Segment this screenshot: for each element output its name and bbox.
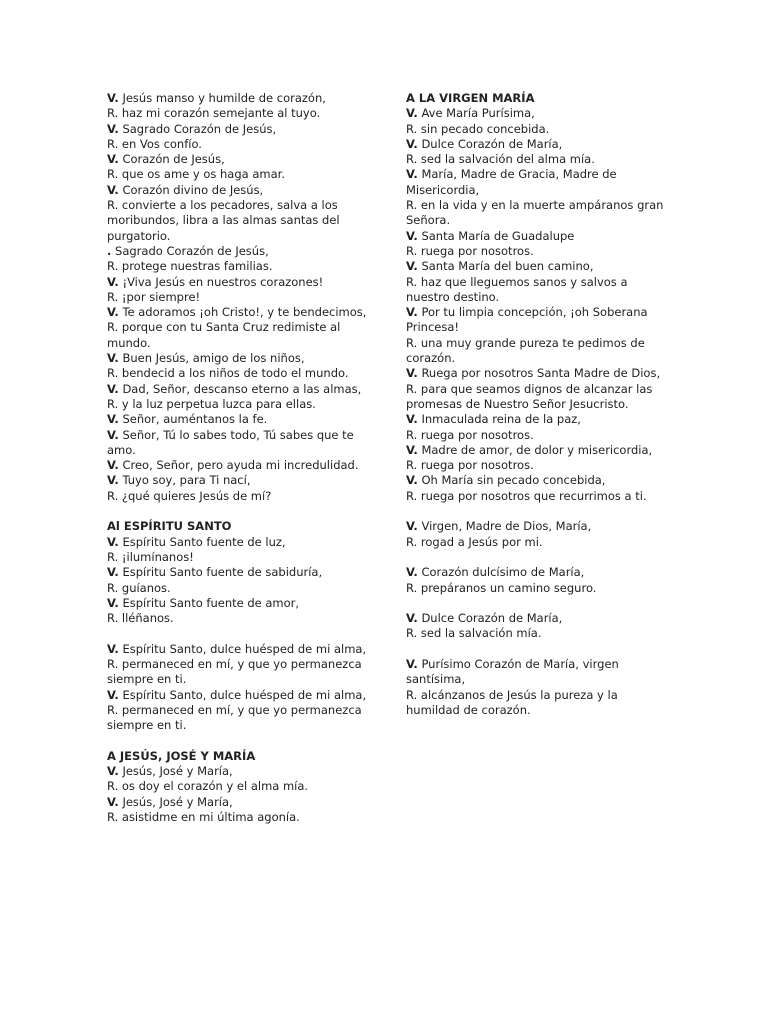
versicle-marker: V. bbox=[406, 167, 418, 182]
versicle-line bbox=[107, 565, 369, 580]
response-line bbox=[406, 336, 668, 367]
line-text: Corazón de Jesús, bbox=[118, 152, 225, 167]
line-text: Sagrado Corazón de Jesús, bbox=[118, 121, 277, 136]
line-text: Jesús, José y María, bbox=[118, 764, 233, 779]
response-line bbox=[107, 550, 369, 565]
line-text: R. rogad a Jesús por mi. bbox=[406, 534, 543, 549]
line-text: Creo, Señor, pero ayuda mi incredulidad. bbox=[118, 458, 359, 473]
response-line bbox=[406, 581, 668, 596]
line-text: R. ruega por nosotros. bbox=[406, 427, 534, 442]
line-text: R. convierte a los pecadores, salva a los moribundos, libra a las almas santas del purgatorio. bbox=[107, 198, 340, 243]
response-line bbox=[107, 397, 369, 412]
versicle-line bbox=[107, 183, 369, 198]
versicle-marker: V. bbox=[406, 259, 418, 274]
line-text: Madre de amor, de dolor y misericordia, bbox=[417, 442, 653, 457]
paragraph-gap bbox=[107, 626, 369, 641]
response-line bbox=[406, 428, 668, 443]
versicle-marker: V. bbox=[406, 473, 418, 488]
line-text: R. y la luz perpetua luzca para ellas. bbox=[107, 396, 316, 411]
line-text: Santa María del buen camino, bbox=[417, 259, 594, 274]
versicle-line bbox=[107, 122, 369, 137]
versicle-line bbox=[107, 535, 369, 550]
line-text: R. alcánzanos de Jesús la pureza y la humildad de corazón. bbox=[406, 687, 618, 717]
response-line bbox=[107, 581, 369, 596]
versicle-marker: V. bbox=[406, 412, 418, 427]
versicle-marker: V. bbox=[406, 228, 418, 243]
response-line bbox=[406, 152, 668, 167]
line-text: Por tu limpia concepción, ¡oh Soberana Princesa! bbox=[406, 305, 648, 335]
versicle-marker: V. bbox=[406, 106, 418, 121]
line-text: Santa María de Guadalupe bbox=[417, 228, 575, 243]
response-line bbox=[107, 320, 369, 351]
response-line bbox=[107, 198, 369, 244]
response-line bbox=[107, 810, 369, 825]
response-line bbox=[107, 290, 369, 305]
line-text: R. en Vos confío. bbox=[107, 136, 202, 151]
versicle-marker: V. bbox=[107, 381, 119, 396]
response-line bbox=[406, 122, 668, 137]
line-text: R. prepáranos un camino seguro. bbox=[406, 580, 597, 595]
section-heading: Al ESPÍRITU SANTO bbox=[107, 519, 232, 534]
response-line bbox=[406, 535, 668, 550]
line-text: Espíritu Santo, dulce huésped de mi alma, bbox=[118, 687, 367, 702]
versicle-marker: V. bbox=[107, 641, 119, 656]
versicle-marker: . bbox=[107, 243, 112, 258]
line-text: Espíritu Santo fuente de sabiduría, bbox=[118, 565, 323, 580]
versicle-line bbox=[107, 764, 369, 779]
line-text: R. ruega por nosotros. bbox=[406, 458, 534, 473]
response-line bbox=[406, 688, 668, 719]
line-text: Señor, auméntanos la fe. bbox=[118, 412, 268, 427]
versicle-marker: V. bbox=[107, 412, 119, 427]
response-line bbox=[107, 366, 369, 381]
line-text: R. permaneced en mí, y que yo permanezca siempre en ti. bbox=[107, 656, 362, 687]
versicle-line bbox=[107, 642, 369, 657]
line-text: R. ¡ilumínanos! bbox=[107, 549, 194, 564]
response-line bbox=[107, 779, 369, 794]
versicle-marker: V. bbox=[107, 764, 119, 779]
line-text: R. haz mi corazón semejante al tuyo. bbox=[107, 106, 321, 121]
line-text: Dad, Señor, descanso eterno a las almas, bbox=[118, 381, 362, 396]
versicle-marker: V. bbox=[107, 351, 119, 366]
line-text: Purísimo Corazón de María, virgen santísima, bbox=[406, 656, 619, 687]
line-text: Ruega por nosotros Santa Madre de Dios, bbox=[417, 366, 661, 381]
versicle-marker: V. bbox=[107, 274, 119, 289]
response-line bbox=[107, 167, 369, 182]
line-text: Ave María Purísima, bbox=[417, 106, 535, 121]
line-text: R. sed la salvación del alma mía. bbox=[406, 152, 595, 167]
line-text: María, Madre de Gracia, Madre de Misericordia, bbox=[406, 167, 617, 197]
versicle-line bbox=[107, 91, 369, 106]
versicle-line bbox=[406, 519, 668, 534]
line-text: Dulce Corazón de María, bbox=[417, 136, 563, 151]
versicle-marker: V. bbox=[107, 687, 119, 702]
versicle-line bbox=[107, 351, 369, 366]
versicle-marker: V. bbox=[406, 656, 418, 671]
paragraph-gap bbox=[406, 642, 668, 657]
versicle-line bbox=[406, 259, 668, 274]
line-text: Dulce Corazón de María, bbox=[417, 611, 563, 626]
versicle-marker: V. bbox=[406, 519, 418, 534]
versicle-line bbox=[406, 657, 668, 688]
response-line bbox=[406, 244, 668, 259]
versicle-line bbox=[107, 688, 369, 703]
versicle-line bbox=[406, 565, 668, 580]
versicle-marker: V. bbox=[406, 305, 418, 320]
versicle-line bbox=[107, 275, 369, 290]
line-text: Jesús manso y humilde de corazón, bbox=[118, 91, 326, 105]
versicle-marker: V. bbox=[107, 565, 119, 580]
versicle-marker: V. bbox=[406, 366, 418, 381]
response-line bbox=[406, 275, 668, 306]
versicle-line bbox=[107, 596, 369, 611]
line-text: Corazón divino de Jesús, bbox=[118, 182, 264, 197]
paragraph-gap bbox=[406, 596, 668, 611]
line-text: R. sin pecado concebida. bbox=[406, 121, 550, 136]
versicle-marker: V. bbox=[406, 565, 418, 580]
response-line bbox=[107, 703, 369, 734]
response-line bbox=[406, 382, 668, 413]
line-text: Oh María sin pecado concebida, bbox=[417, 473, 606, 488]
response-line bbox=[107, 611, 369, 626]
versicle-line bbox=[107, 382, 369, 397]
line-text: R. que os ame y os haga amar. bbox=[107, 167, 285, 182]
line-text: R. ruega por nosotros. bbox=[406, 243, 534, 258]
versicle-line bbox=[406, 366, 668, 381]
versicle-marker: V. bbox=[107, 152, 119, 167]
line-text: Te adoramos ¡oh Cristo!, y te bendecimos, bbox=[118, 305, 367, 320]
line-text: R. asistidme en mi última agonía. bbox=[107, 809, 300, 824]
versicle-line bbox=[107, 428, 369, 459]
versicle-line bbox=[107, 473, 369, 488]
paragraph-gap bbox=[107, 733, 369, 748]
versicle-line bbox=[406, 412, 668, 427]
line-text: R. ¿qué quieres Jesús de mí? bbox=[107, 488, 272, 503]
versicle-line bbox=[107, 412, 369, 427]
line-text: Corazón dulcísimo de María, bbox=[417, 565, 585, 580]
versicle-marker: V. bbox=[107, 305, 119, 320]
section-heading: A LA VIRGEN MARÍA bbox=[406, 91, 535, 105]
response-line bbox=[107, 657, 369, 688]
line-text: R. haz que lleguemos sanos y salvos a nuestro destino. bbox=[406, 274, 628, 304]
paragraph-gap bbox=[406, 504, 668, 519]
response-line bbox=[406, 489, 668, 504]
versicle-line bbox=[406, 167, 668, 198]
versicle-line bbox=[107, 244, 369, 259]
versicle-marker: V. bbox=[107, 458, 119, 473]
response-line bbox=[406, 458, 668, 473]
paragraph-gap bbox=[406, 550, 668, 565]
versicle-marker: V. bbox=[406, 611, 418, 626]
versicle-marker: V. bbox=[107, 121, 119, 136]
right-column bbox=[406, 91, 668, 718]
versicle-line bbox=[406, 305, 668, 336]
versicle-line bbox=[107, 152, 369, 167]
versicle-line bbox=[107, 305, 369, 320]
versicle-line bbox=[406, 443, 668, 458]
response-line bbox=[107, 106, 369, 121]
left-column bbox=[107, 91, 369, 825]
response-line bbox=[107, 259, 369, 274]
line-text: ¡Viva Jesús en nuestros corazones! bbox=[118, 274, 324, 289]
line-text: R. para que seamos dignos de alcanzar las promesas de Nuestro Señor Jesucristo. bbox=[406, 381, 653, 411]
versicle-line bbox=[107, 795, 369, 810]
response-line bbox=[107, 137, 369, 152]
versicle-line bbox=[406, 229, 668, 244]
line-text: R. permaneced en mí, y que yo permanezca siempre en ti. bbox=[107, 702, 362, 733]
line-text: R. ¡por siempre! bbox=[107, 289, 201, 304]
line-text: Sagrado Corazón de Jesús, bbox=[111, 243, 269, 258]
line-text: Buen Jesús, amigo de los niños, bbox=[118, 351, 305, 366]
line-text: R. ruega por nosotros que recurrimos a ti. bbox=[406, 488, 647, 503]
versicle-line bbox=[406, 106, 668, 121]
line-text: R. sed la salvación mía. bbox=[406, 626, 542, 641]
line-text: R. lléñanos. bbox=[107, 611, 174, 626]
line-text: R. una muy grande pureza te pedimos de corazón. bbox=[406, 335, 645, 366]
line-text: Virgen, Madre de Dios, María, bbox=[417, 519, 592, 534]
versicle-line bbox=[406, 137, 668, 152]
line-text: Tuyo soy, para Ti nací, bbox=[118, 473, 251, 488]
versicle-marker: V. bbox=[107, 473, 119, 488]
versicle-marker: V. bbox=[107, 427, 119, 442]
line-text: Espíritu Santo, dulce huésped de mi alma, bbox=[118, 641, 367, 656]
line-text: Espíritu Santo fuente de luz, bbox=[118, 534, 286, 549]
versicle-marker: V. bbox=[107, 91, 119, 105]
line-text: R. guíanos. bbox=[107, 580, 171, 595]
response-line bbox=[107, 489, 369, 504]
versicle-marker: V. bbox=[107, 595, 119, 610]
line-text: Señor, Tú lo sabes todo, Tú sabes que te amo. bbox=[107, 427, 354, 457]
versicle-line bbox=[406, 611, 668, 626]
response-line bbox=[406, 198, 668, 229]
versicle-marker: V. bbox=[406, 442, 418, 457]
line-text: R. bendecid a los niños de todo el mundo. bbox=[107, 366, 349, 381]
versicle-line bbox=[406, 473, 668, 488]
paragraph-gap bbox=[107, 504, 369, 519]
versicle-line bbox=[107, 458, 369, 473]
response-line bbox=[406, 626, 668, 641]
line-text: Espíritu Santo fuente de amor, bbox=[118, 595, 300, 610]
line-text: R. protege nuestras familias. bbox=[107, 259, 273, 274]
line-text: Inmaculada reina de la paz, bbox=[417, 412, 581, 427]
versicle-marker: V. bbox=[107, 182, 119, 197]
versicle-marker: V. bbox=[107, 794, 119, 809]
line-text: R. os doy el corazón y el alma mía. bbox=[107, 779, 309, 794]
line-text: Jesús, José y María, bbox=[118, 794, 233, 809]
versicle-marker: V. bbox=[406, 136, 418, 151]
line-text: R. en la vida y en la muerte ampáranos gran Señora. bbox=[406, 198, 664, 228]
section-heading: A JESÚS, JOSÉ Y MARÍA bbox=[107, 748, 256, 763]
line-text: R. porque con tu Santa Cruz redimiste al mundo. bbox=[107, 320, 341, 350]
versicle-marker: V. bbox=[107, 534, 119, 549]
